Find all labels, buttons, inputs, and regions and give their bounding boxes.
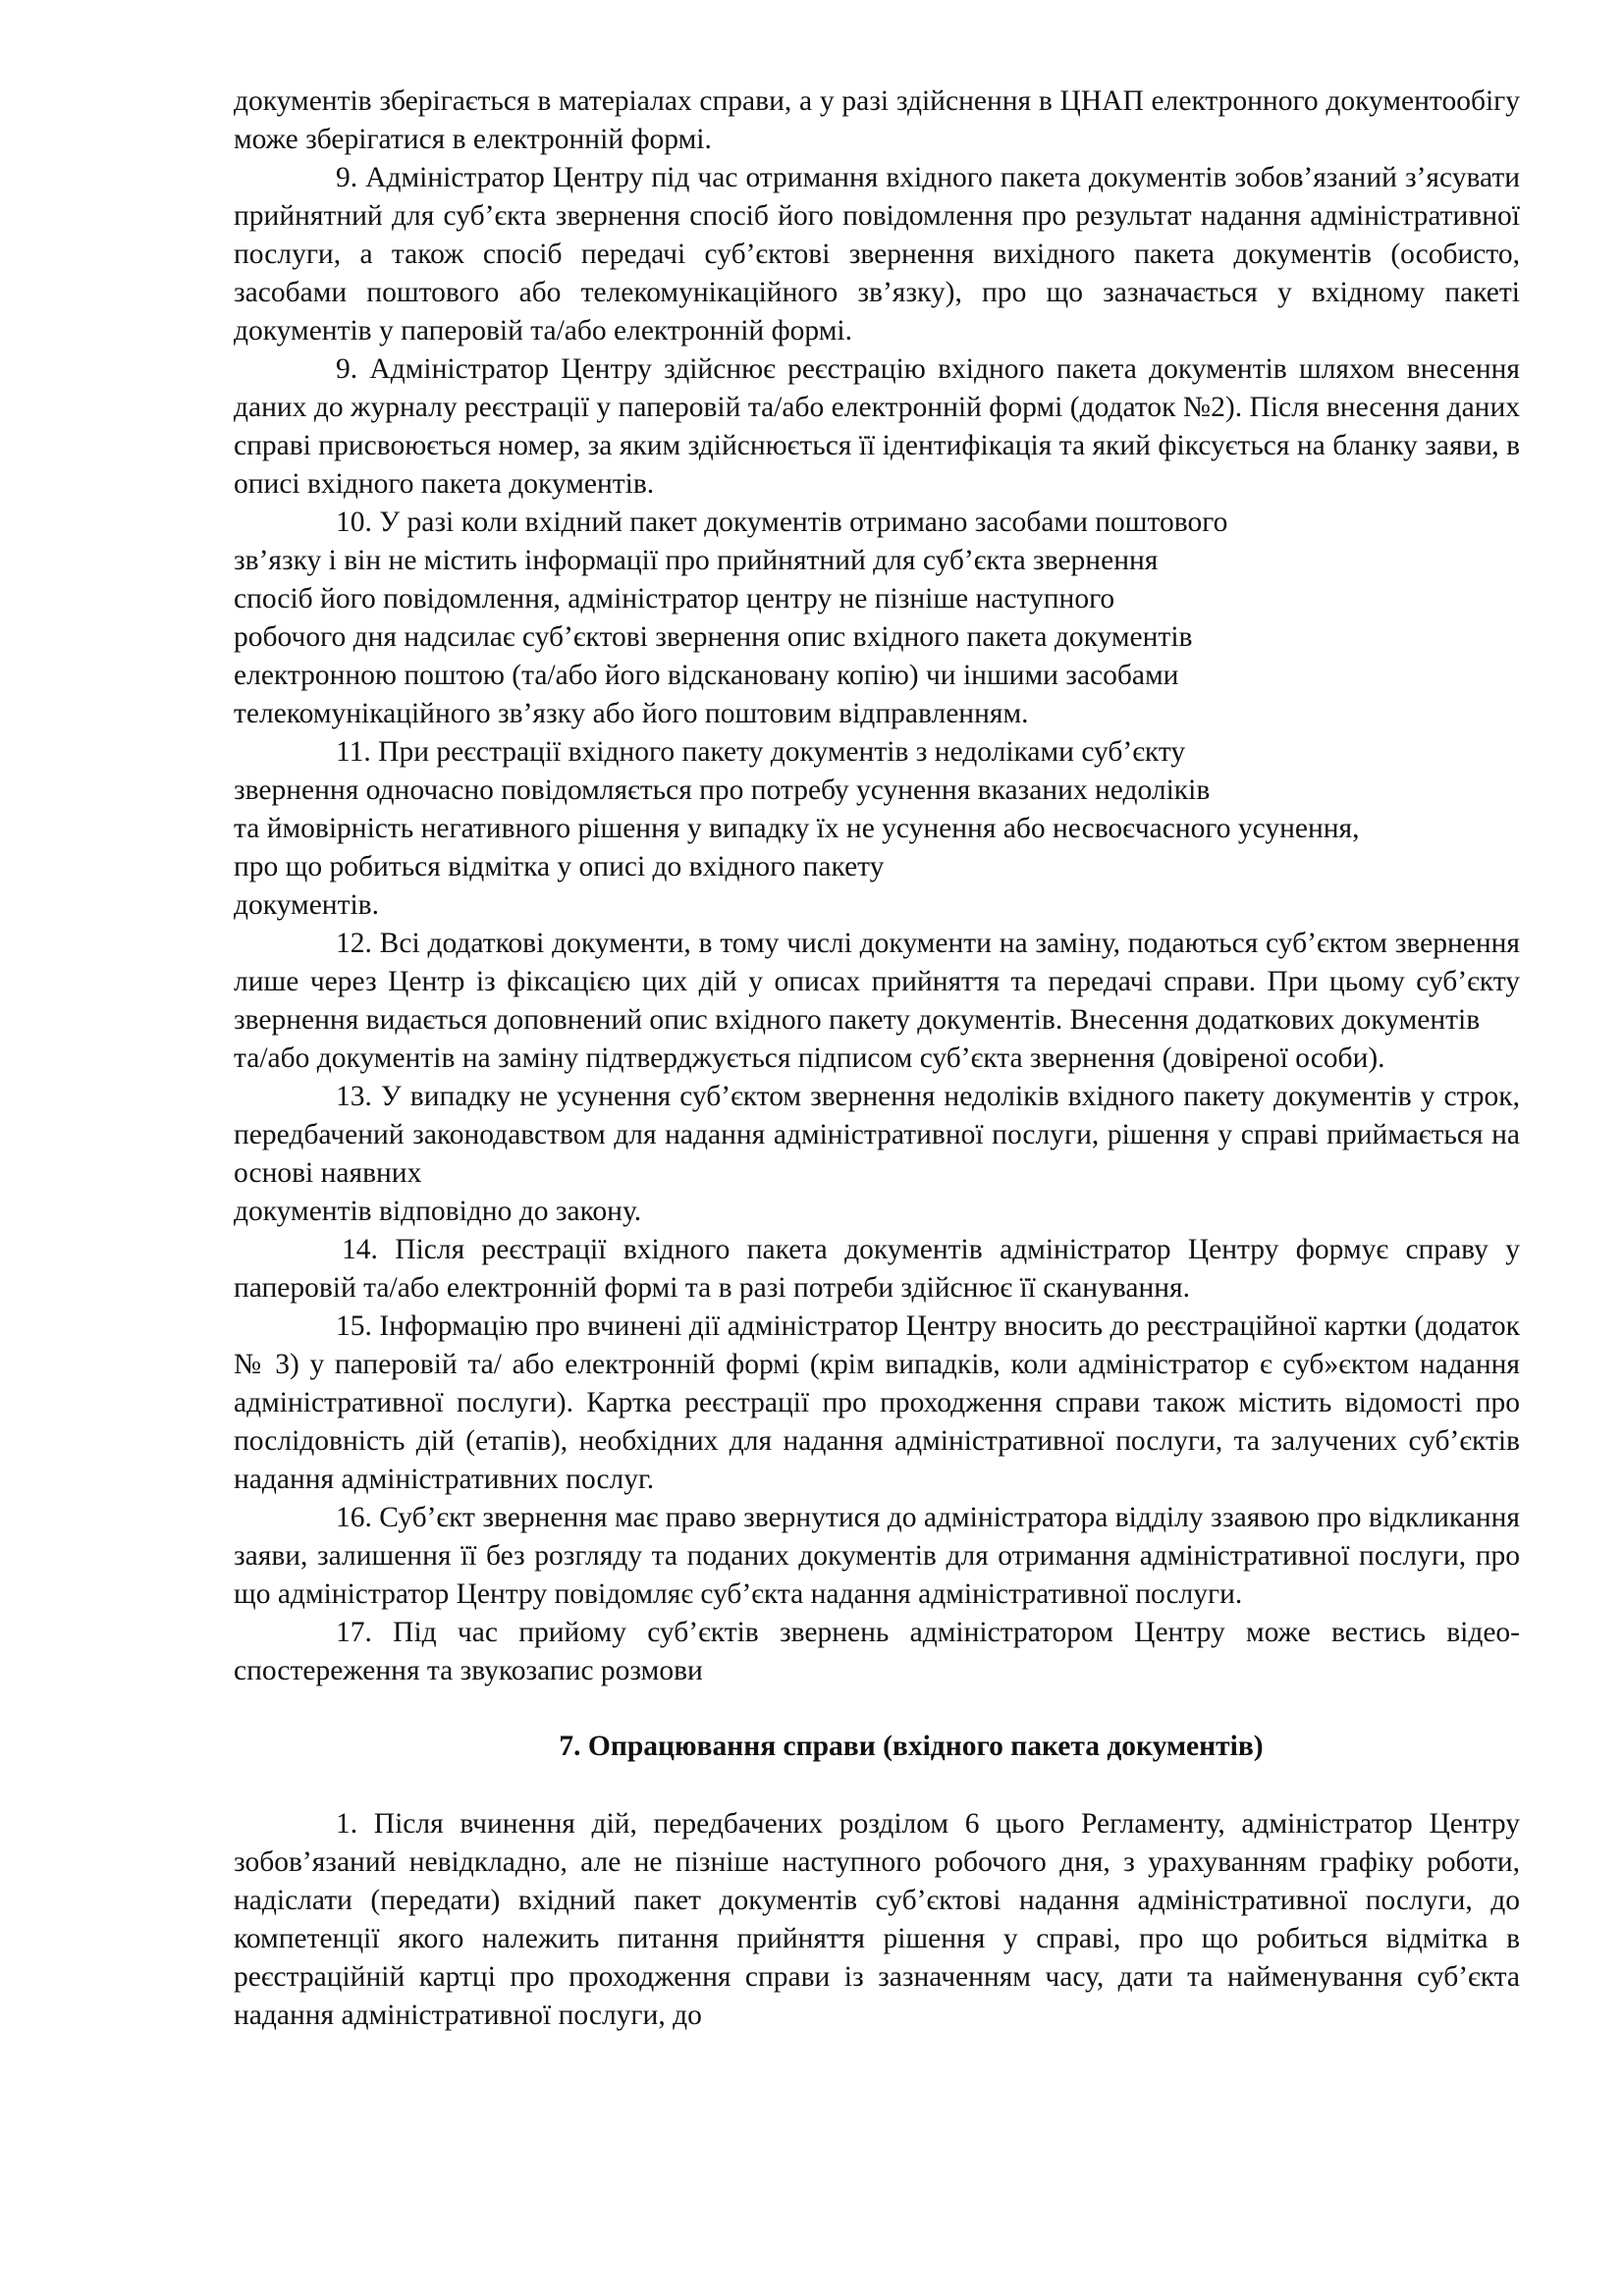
paragraph-10-line: спосіб його повідомлення, адміністратор центру не пізніше наступного: [234, 583, 1115, 614]
paragraph-10-line: 10. У разі коли вхідний пакет документів отримано засобами поштового: [336, 507, 1228, 538]
paragraph-11-line: звернення одночасно повідомляється про потребу усунення вказаних недоліків: [234, 774, 1211, 806]
paragraph-11: [234, 733, 1520, 925]
paragraph-13-part2: документів відповідно до закону.: [234, 1196, 642, 1227]
paragraph-10-line: електронною поштою (та/або його відскановану копію) чи іншими засобами: [234, 660, 1179, 691]
paragraph-17: 17. Під час прийому суб’єктів звернень адміністратором Центру може вестись відео-спостереження та звукозапис розмови: [234, 1617, 1520, 1686]
paragraph-11-line: про що робиться відмітка у описі до вхідного пакету: [234, 851, 885, 882]
paragraph-12-part1: 12. Всі додаткові документи, в тому числі документи на заміну, подаються суб’єктом звернення лише через Центр із фіксацією цих дій у описах прийняття та передачі справи. При цьому суб’єкту звернення видається доповнений опис вхідного пакету документів. Внесення додаткових документів: [234, 928, 1520, 1036]
paragraph-14: 14. Після реєстрації вхідного пакета документів адміністратор Центру формує справу у паперовій та/або електронній формі та в разі потреби здійснює її сканування.: [234, 1234, 1520, 1304]
document-page: [234, 82, 1520, 2035]
section-7-paragraph-1: 1. Після вчинення дій, передбачених розділом 6 цього Регламенту, адміністратор Центру зобов’язаний невідкладно, але не пізніше наступного робочого дня, з урахуванням графіку роботи, надіслати (передати) вхідний пакет документів суб’єктові надання адміністративної послуги, до компетенції якого належить питання прийняття рішення у справі, про що робиться відмітка в реєстраційній картці про проходження справи із зазначенням часу, дати та найменування суб’єкта надання адміністративної послуги, до: [234, 1808, 1520, 2031]
paragraph-10-line: робочого дня надсилає суб’єктові звернення опис вхідного пакета документів: [234, 621, 1193, 653]
paragraph-10: [234, 504, 1520, 733]
paragraph-intro: документів зберігається в матеріалах справи, а у разі здійснення в ЦНАП електронного документообігу може зберігатися в електронній формі.: [234, 85, 1520, 155]
paragraph-13-part1: 13. У випадку не усунення суб’єктом звернення недоліків вхідного пакету документів у строк, передбачений законодавством для надання адміністративної послуги, рішення у справі приймається на основі наявних: [234, 1081, 1520, 1189]
section-7-heading: 7. Опрацювання справи (вхідного пакета документів): [559, 1731, 1264, 1762]
paragraph-9-communication: 9. Адміністратор Центру під час отримання вхідного пакета документів зобов’язаний з’ясувати прийнятний для суб’єкта звернення спосіб його повідомлення про результат надання адміністративної послуги, а також спосіб передачі суб’єктові звернення вихідного пакета документів (особисто, засобами поштового або телекомунікаційного зв’язку), про що зазначається у вхідному пакеті документів у паперовій та/або електронній формі.: [234, 162, 1520, 347]
paragraph-10-line: телекомунікаційного зв’язку або його поштовим відправленням.: [234, 698, 1029, 729]
paragraph-11-line: та ймовірність негативного рішення у випадку їх не усунення або несвоєчасного усунення,: [234, 813, 1360, 844]
paragraph-9-registration: 9. Адміністратор Центру здійснює реєстрацію вхідного пакета документів шляхом внесення даних до журналу реєстрації у паперовій та/або електронній формі (додаток №2). Після внесення даних справі присвоюється номер, за яким здійснюється її ідентифікація та який фіксується на бланку заяви, в описі вхідного пакета документів.: [234, 353, 1520, 500]
paragraph-10-line: зв’язку і він не містить інформації про прийнятний для суб’єкта звернення: [234, 545, 1159, 576]
paragraph-11-line: 11. При реєстрації вхідного пакету документів з недоліками суб’єкту: [336, 736, 1186, 768]
paragraph-12-part2: та/або документів на заміну підтверджується підписом суб’єкта звернення (довіреної особи).: [234, 1042, 1385, 1074]
paragraph-16: 16. Суб’єкт звернення має право звернутися до адміністратора відділу ззаявою про відкликання заяви, залишення її без розгляду та поданих документів для отримання адміністративної послуги, про що адміністратор Центру повідомляє суб’єкта надання адміністративної послуги.: [234, 1502, 1520, 1610]
paragraph-11-line: документів.: [234, 889, 379, 921]
paragraph-15: 15. Інформацію про вчинені дії адміністратор Центру вносить до реєстраційної картки (додаток № 3) у паперовій та/ або електронній формі (крім випадків, коли адміністратор є суб»єктом надання адміністративної послуги). Картка реєстрації про проходження справи також містить відомості про послідовність дій (етапів), необхідних для надання адміністративної послуги, та залучених суб’єктів надання адміністративних послуг.: [234, 1310, 1520, 1495]
